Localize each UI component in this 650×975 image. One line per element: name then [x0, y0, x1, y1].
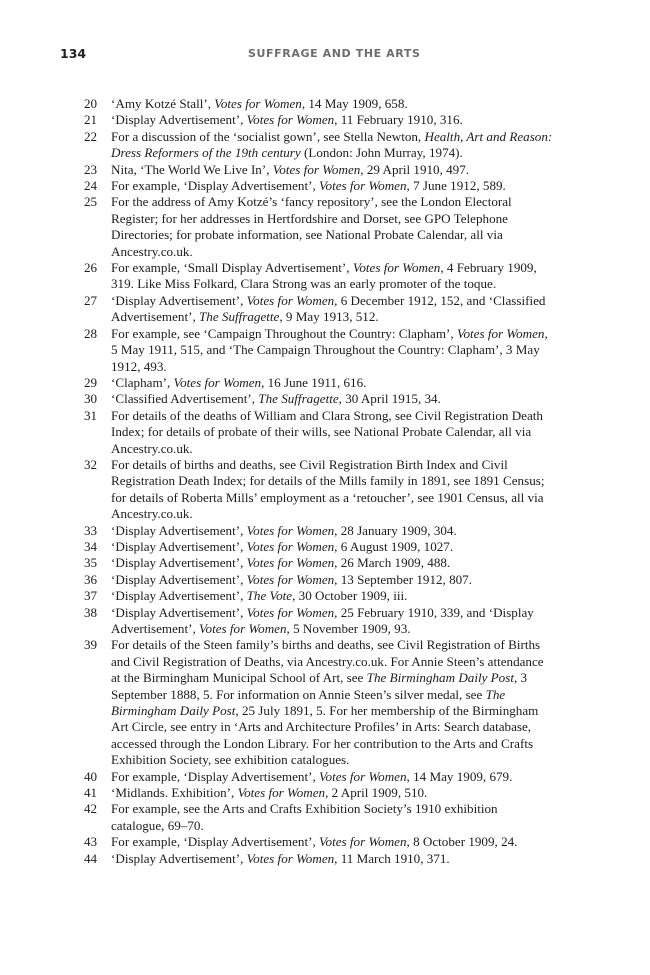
endnote-text: [111, 326, 548, 374]
note-segment: ‘Display Advertisement’,: [111, 522, 247, 538]
endnote-31: [84, 408, 554, 457]
endnote-42: [84, 801, 554, 834]
endnote-29: [84, 375, 554, 391]
italic-title: Votes for Women: [319, 178, 407, 194]
endnote-text: [111, 293, 545, 324]
endnote-number: 21: [84, 112, 98, 128]
endnote-number: 40: [84, 768, 98, 784]
endnote-text: [111, 801, 498, 832]
italic-title: The Suffragette: [258, 391, 339, 407]
note-segment: , 7 June 1912, 589.: [406, 178, 506, 194]
note-segment: ‘Display Advertisement’,: [111, 850, 247, 866]
italic-title: The Suffragette: [199, 309, 280, 325]
italic-title: Votes for Women: [246, 850, 335, 866]
note-segment: 30 October 1909, iii.: [295, 588, 408, 604]
note-segment: , 16 June 1911, 616.: [261, 374, 367, 390]
endnote-37: [84, 588, 554, 604]
endnote-number: 33: [84, 522, 98, 538]
note-segment: For example, see ‘Campaign Throughout the Country: Clapham’,: [111, 325, 457, 341]
italic-title: The Birmingham Daily Post: [366, 670, 514, 686]
endnote-text: [111, 375, 366, 390]
note-segment: ‘Display Advertisement’,: [111, 571, 247, 587]
italic-title: Votes for Women: [246, 604, 335, 620]
note-segment: , 5 May 1911, 515, and ‘The Campaign Throughout the Country: Clapham’, 3 May 1912, 493.: [111, 325, 548, 374]
endnote-text: [111, 178, 506, 193]
italic-title: Votes for Women: [214, 96, 302, 111]
italic-title: Votes for Women: [352, 260, 441, 276]
italic-title: The Vote,: [246, 588, 296, 604]
note-segment: For details of births and deaths, see Civil Registration Birth Index and Civil Registration Death Index; for details of the Mills family in 1891, see 1891 Census; for details of Roberta Mills’ employment as a ‘retoucher’, see 1901 Census, all via Ancestry.co.uk.: [111, 456, 545, 522]
italic-title: Votes for Women: [246, 112, 335, 128]
endnote-28: [84, 326, 554, 375]
italic-title: Votes for Women: [272, 161, 361, 177]
note-segment: , 11 March 1910, 371.: [334, 850, 450, 866]
endnote-24: [84, 178, 554, 194]
note-segment: , 14 May 1909, 658.: [301, 96, 408, 111]
endnote-text: [111, 194, 512, 258]
italic-title: Votes for Women: [246, 538, 335, 554]
italic-title: Votes for Women: [173, 374, 262, 390]
endnote-44: [84, 851, 554, 867]
endnote-text: [111, 834, 517, 849]
endnote-25: [84, 194, 554, 260]
italic-title: Votes for Women: [246, 571, 335, 587]
endnote-39: [84, 637, 554, 768]
endnote-text: [111, 112, 463, 127]
note-segment: ‘Display Advertisement’,: [111, 292, 247, 308]
endnote-text: [111, 605, 534, 636]
endnote-text: [111, 391, 441, 406]
italic-title: Votes for Women: [246, 522, 335, 538]
note-segment: , 6 December 1912, 152, and ‘Classified Advertisement’,: [111, 292, 546, 325]
endnote-27: [84, 293, 554, 326]
endnote-text: [111, 572, 472, 587]
note-segment: , 2 April 1909, 510.: [325, 785, 428, 801]
endnote-32: [84, 457, 554, 523]
note-segment: For example, ‘Display Advertisement’,: [111, 768, 319, 784]
note-segment: ‘Display Advertisement’,: [111, 588, 247, 604]
endnote-number: 34: [84, 538, 98, 554]
endnote-20: [84, 96, 554, 112]
note-segment: , 26 March 1909, 488.: [334, 555, 451, 571]
note-segment: , 30 April 1915, 34.: [338, 391, 441, 407]
endnote-33: [84, 523, 554, 539]
endnote-text: [111, 129, 552, 160]
note-segment: , 25 February 1910, 339, and ‘Display Advertisement’,: [111, 604, 534, 636]
italic-title: Votes for Women: [246, 292, 335, 308]
endnote-number: 23: [84, 161, 98, 177]
endnote-text: [111, 588, 407, 603]
endnote-text: [111, 523, 457, 538]
note-segment: For example, ‘Display Advertisement’,: [111, 178, 319, 194]
endnote-text: [111, 851, 450, 866]
note-segment: ‘Amy Kotzé Stall’,: [111, 96, 215, 111]
endnote-30: [84, 391, 554, 407]
endnote-21: [84, 112, 554, 128]
endnote-40: [84, 769, 554, 785]
endnote-text: [111, 457, 544, 521]
endnote-number: 43: [84, 834, 98, 850]
endnote-text: [111, 408, 543, 456]
note-segment: , 8 October 1909, 24.: [406, 834, 518, 850]
endnote-text: [111, 555, 450, 570]
italic-title: Votes for Women: [456, 325, 545, 341]
note-segment: ‘Display Advertisement’,: [111, 112, 247, 128]
endnote-number: 37: [84, 588, 98, 604]
italic-title: Votes for Women: [319, 834, 407, 850]
endnote-number: 29: [84, 374, 98, 390]
note-segment: For details of the deaths of William and Clara Strong, see Civil Registration Death Index; for details of probate of their wills, see National Probate Calendar, all via Ancestry.co.uk.: [111, 407, 543, 456]
note-segment: , 3 September 1888, 5. For information on Annie Steen’s silver medal, see: [111, 670, 528, 702]
italic-title: Votes for Women: [237, 785, 326, 801]
endnote-22: [84, 129, 554, 162]
endnote-number: 44: [84, 850, 98, 866]
note-segment: , 11 February 1910, 316.: [334, 112, 463, 128]
endnote-number: 39: [84, 637, 98, 653]
endnote-text: [111, 162, 469, 177]
endnote-number: 41: [84, 785, 98, 801]
note-segment: , 25 July 1891, 5. For her membership of the Birmingham Art Circle, see entry in ‘Arts and Architecture Profiles’ in Arts: Search database, accessed through the London Library. For her contribution to the Arts and Crafts Exhibition Society, see exhibition catalogues.: [111, 703, 539, 768]
note-segment: ‘Display Advertisement’,: [111, 555, 247, 571]
endnote-text: [111, 539, 453, 554]
endnote-43: [84, 834, 554, 850]
endnote-number: 25: [84, 194, 98, 210]
note-segment: (London: John Murray, 1974).: [300, 145, 463, 161]
endnote-text: [111, 260, 537, 291]
running-head: SUFFRAGE AND THE ARTS: [248, 47, 421, 60]
endnote-number: 35: [84, 555, 98, 571]
note-segment: For the address of Amy Kotzé’s ‘fancy repository’, see the London Electoral Register; for her addresses in Hertfordshire and Dorset, see GPO Telephone Directories; for probate information, see National Probate Calendar, all via Ancestry.co.uk.: [111, 194, 512, 259]
note-segment: , 4 February 1909, 319. Like Miss Folkard, Clara Strong was an early promoter of the toque.: [111, 260, 537, 292]
endnote-number: 27: [84, 292, 98, 308]
endnote-35: [84, 555, 554, 571]
note-segment: For example, ‘Display Advertisement’,: [111, 834, 319, 850]
note-segment: For a discussion of the ‘socialist gown’, see Stella Newton,: [111, 128, 425, 144]
page-header: [60, 46, 600, 64]
italic-title: Health, Art and Reason: Dress Reformers of the 19th century: [111, 128, 553, 161]
endnote-number: 28: [84, 325, 98, 341]
italic-title: The Birmingham Daily Post: [111, 686, 506, 719]
endnote-text: [111, 637, 544, 767]
endnote-number: 36: [84, 571, 98, 587]
note-segment: For example, ‘Small Display Advertisement’,: [111, 260, 353, 276]
endnote-text: [111, 769, 512, 784]
italic-title: Votes for Women: [246, 555, 335, 571]
endnote-23: [84, 162, 554, 178]
endnote-38: [84, 605, 554, 638]
endnote-text: [111, 96, 408, 111]
endnote-number: 22: [84, 128, 98, 144]
endnote-text: [111, 785, 427, 800]
note-segment: ‘Display Advertisement’,: [111, 538, 247, 554]
endnote-number: 20: [84, 96, 98, 111]
endnote-number: 30: [84, 391, 98, 407]
note-segment: , 13 September 1912, 807.: [334, 571, 473, 587]
note-segment: ‘Display Advertisement’,: [111, 604, 247, 620]
endnote-number: 31: [84, 407, 98, 423]
note-segment: Nita, ‘The World We Live In’,: [111, 161, 273, 177]
note-segment: , 28 January 1909, 304.: [334, 522, 457, 538]
page-number: 134: [60, 46, 87, 61]
note-segment: , 6 August 1909, 1027.: [334, 538, 454, 554]
note-segment: ‘Clapham’,: [111, 374, 174, 390]
note-segment: ‘Midlands. Exhibition’,: [111, 785, 238, 801]
italic-title: Votes for Women: [199, 621, 287, 636]
endnote-number: 38: [84, 604, 98, 620]
endnote-36: [84, 572, 554, 588]
endnote-34: [84, 539, 554, 555]
note-segment: ‘Classified Advertisement’,: [111, 391, 259, 407]
endnote-number: 42: [84, 801, 98, 817]
note-segment: , 5 November 1909, 93.: [286, 621, 411, 636]
endnote-number: 26: [84, 260, 98, 276]
endnote-number: 32: [84, 456, 98, 472]
endnote-41: [84, 785, 554, 801]
endnotes-list: [84, 96, 554, 867]
note-segment: , 29 April 1910, 497.: [360, 161, 470, 177]
note-segment: , 9 May 1913, 512.: [279, 309, 379, 325]
italic-title: Votes for Women: [319, 768, 407, 784]
endnote-number: 24: [84, 178, 98, 194]
note-segment: , 14 May 1909, 679.: [406, 768, 513, 784]
endnote-26: [84, 260, 554, 293]
note-segment: For example, see the Arts and Crafts Exhibition Society’s 1910 exhibition catalogue, 69–70.: [111, 801, 498, 833]
note-segment: For details of the Steen family’s births and deaths, see Civil Registration of Births and Civil Registration of Deaths, via Ancestry.co.uk. For Annie Steen’s attendance at the Birmingham Municipal School of Art, see: [111, 637, 544, 686]
